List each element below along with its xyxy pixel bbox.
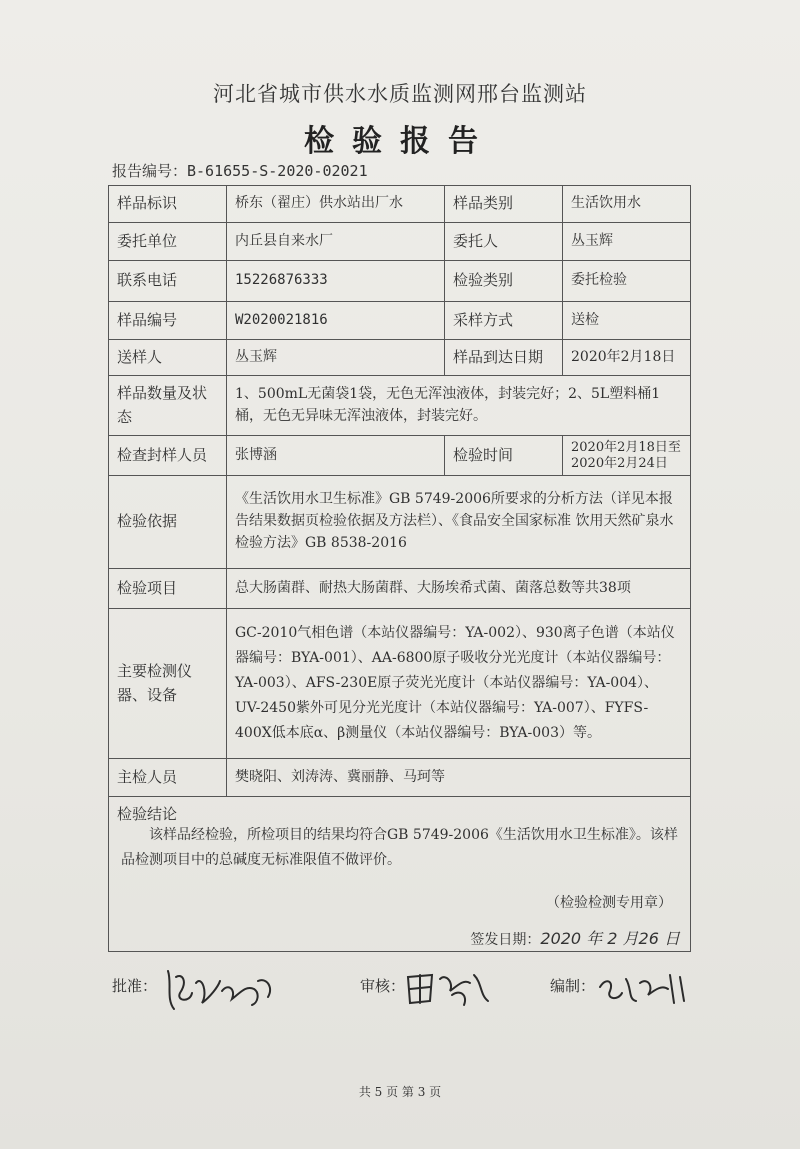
page-footer: 共 5 页 第 3 页 <box>358 1085 442 1099</box>
sample-no-label: 样品编号 <box>109 302 227 340</box>
client-person-value: 丛玉辉 <box>563 223 691 261</box>
conclusion-text: 该样品经检验，所检项目的结果均符合GB 5749-2006《生活饮用水卫生标准》。该样品检测项目中的总碱度无标准限值不做评价。 <box>121 827 678 868</box>
table-row <box>109 797 691 952</box>
approve-signature <box>162 963 282 1015</box>
sampling-value: 送检 <box>563 302 691 340</box>
test-type-label: 检验类别 <box>445 261 563 302</box>
sampling-label: 采样方式 <box>445 302 563 340</box>
phone-value: 15226876333 <box>227 261 445 302</box>
inspector-label: 检查封样人员 <box>109 436 227 476</box>
staff-label: 主检人员 <box>109 759 227 797</box>
phone-label: 联系电话 <box>109 261 227 302</box>
table-row <box>109 759 691 797</box>
sample-type-value: 生活饮用水 <box>563 186 691 223</box>
sample-id-label: 样品标识 <box>109 186 227 223</box>
table-row <box>109 261 691 302</box>
table-row <box>109 340 691 376</box>
sender-label: 送样人 <box>109 340 227 376</box>
sample-type-label: 样品类别 <box>445 186 563 223</box>
staff-value: 樊晓阳、刘涛涛、冀丽静、马珂等 <box>227 759 691 797</box>
client-value: 内丘县自来水厂 <box>227 223 445 261</box>
report-table <box>108 185 691 952</box>
review-label: 审核： <box>360 977 406 995</box>
items-value: 总大肠菌群、耐热大肠菌群、大肠埃希式菌、菌落总数等共38项 <box>227 569 691 609</box>
inspector-value: 张博涵 <box>227 436 445 476</box>
compile-signature <box>596 967 692 1009</box>
arrival-label: 样品到达日期 <box>445 340 563 376</box>
issue-date-row <box>470 927 680 952</box>
table-row <box>109 476 691 569</box>
approve-label: 批准： <box>112 977 158 995</box>
conclusion-cell <box>109 797 691 952</box>
sender-value: 丛玉辉 <box>227 340 445 376</box>
table-row <box>109 376 691 436</box>
sample-id-value: 桥东（翟庄）供水站出厂水 <box>227 186 445 223</box>
sample-no-value: W2020021816 <box>227 302 445 340</box>
test-time-value <box>563 436 691 476</box>
test-time-end: 2020年2月24日 <box>571 455 668 471</box>
basis-label: 检验依据 <box>109 476 227 569</box>
signature-row <box>112 975 692 1025</box>
seal-text: （检验检测专用章） <box>546 895 672 911</box>
organization-name: 河北省城市供水水质监测网邢台监测站 <box>213 82 587 106</box>
test-time-start: 2020年2月18日至 <box>571 439 681 455</box>
issue-date-label: 签发日期： <box>470 932 541 948</box>
report-title: 检验报告 <box>304 124 496 159</box>
test-type-value: 委托检验 <box>563 261 691 302</box>
table-row <box>109 302 691 340</box>
table-row <box>109 223 691 261</box>
quantity-label: 样品数量及状态 <box>109 376 227 436</box>
instruments-value: GC-2010气相色谱（本站仪器编号：YA-002）、930离子色谱（本站仪器编号：BYA-001）、AA-6800原子吸收分光光度计（本站仪器编号：YA-003）、AFS-230E原子荧光光度计（本站仪器编号：YA-004）、UV-2450紫外可见分光光度计（本站仪器编号：YA-007）、FYFS-400X低本底α、β测量仪（本站仪器编号：BYA-003）等。 <box>227 609 691 759</box>
items-label: 检验项目 <box>109 569 227 609</box>
conclusion-label: 检验结论 <box>117 805 178 823</box>
table-row <box>109 609 691 759</box>
client-label: 委托单位 <box>109 223 227 261</box>
table-row <box>109 569 691 609</box>
table-row <box>109 436 691 476</box>
client-person-label: 委托人 <box>445 223 563 261</box>
table-row <box>109 186 691 223</box>
compile-label: 编制： <box>550 977 596 995</box>
quantity-value: 1、500mL无菌袋1袋，无色无浑浊液体，封装完好；2、5L塑料桶1桶，无色无异味无浑浊液体，封装完好。 <box>227 376 691 436</box>
test-time-label: 检验时间 <box>445 436 563 476</box>
review-signature <box>404 965 496 1011</box>
arrival-value: 2020年2月18日 <box>563 340 691 376</box>
instruments-label: 主要检测仪器、设备 <box>109 609 227 759</box>
issue-date-value: 2020 年 2 月26 日 <box>540 929 680 948</box>
basis-value: 《生活饮用水卫生标准》GB 5749-2006所要求的分析方法（详见本报告结果数据页检验依据及方法栏）、《食品安全国家标准 饮用天然矿泉水检验方法》GB 8538-2016 <box>227 476 691 569</box>
report-number: 报告编号：B-61655-S-2020-02021 <box>112 162 368 180</box>
